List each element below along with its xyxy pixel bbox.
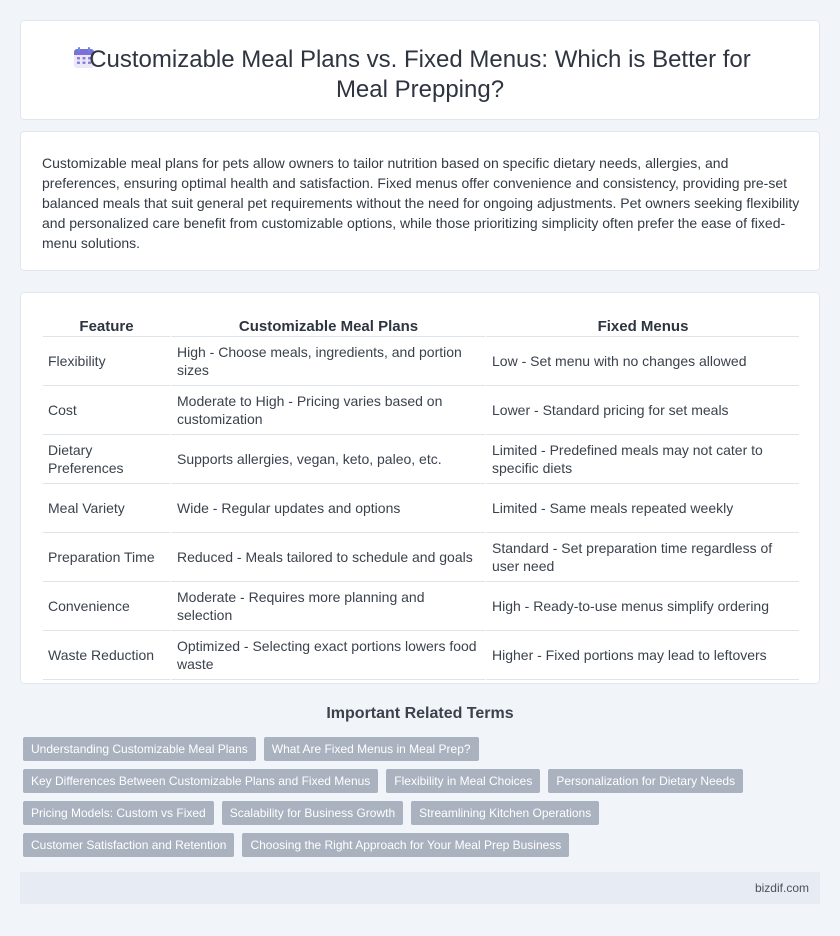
fixed-cell: High - Ready-to-use menus simplify ordering	[485, 582, 799, 631]
table-header-row	[43, 313, 799, 337]
related-term-link[interactable]: Scalability for Business Growth	[222, 801, 403, 825]
customizable-cell: Optimized - Selecting exact portions lowers food waste	[170, 631, 485, 680]
table-row	[43, 631, 799, 680]
header-feature: Feature	[43, 313, 170, 337]
fixed-cell: Limited - Same meals repeated weekly	[485, 484, 799, 533]
fixed-cell: Low - Set menu with no changes allowed	[485, 337, 799, 386]
feature-cell: Flexibility	[43, 337, 170, 386]
fixed-cell: Lower - Standard pricing for set meals	[485, 386, 799, 435]
table-row	[43, 435, 799, 484]
footer-site-link[interactable]: bizdif.com	[754, 881, 809, 895]
customizable-cell: High - Choose meals, ingredients, and portion sizes	[170, 337, 485, 386]
comparison-table-card	[20, 292, 820, 684]
related-terms-heading: Important Related Terms	[326, 705, 514, 722]
customizable-cell: Supports allergies, vegan, keto, paleo, etc.	[170, 435, 485, 484]
feature-cell: Dietary Preferences	[43, 435, 170, 484]
fixed-cell: Limited - Predefined meals may not cater to specific diets	[485, 435, 799, 484]
customizable-cell: Wide - Regular updates and options	[170, 484, 485, 533]
customizable-cell: Moderate - Requires more planning and selection	[170, 582, 485, 631]
fixed-cell: Higher - Fixed portions may lead to leftovers	[485, 631, 799, 680]
page-title: Customizable Meal Plans vs. Fixed Menus: Which is Better for Meal Prepping?	[89, 46, 751, 103]
related-term-link[interactable]: Choosing the Right Approach for Your Meal Prep Business	[242, 833, 569, 857]
intro-paragraph: Customizable meal plans for pets allow owners to tailor nutrition based on specific dietary needs, allergies, and preferences, ensuring optimal health and satisfaction. Fixed menus offer convenience and consistency, providing pre-set balanced meals that suit general pet requirements without the need for ongoing adjustments. Pet owners seeking flexibility and personalized care benefit from customizable options, while those prioritizing simplicity often prefer the ease of fixed-menu solutions.	[42, 155, 800, 251]
related-term-link[interactable]: Flexibility in Meal Choices	[386, 769, 540, 793]
related-term-link[interactable]: Pricing Models: Custom vs Fixed	[23, 801, 214, 825]
footer	[20, 872, 820, 904]
customizable-cell: Moderate to High - Pricing varies based on customization	[170, 386, 485, 435]
fixed-cell: Standard - Set preparation time regardless of user need	[485, 533, 799, 582]
related-term-link[interactable]: Streamlining Kitchen Operations	[411, 801, 599, 825]
table-row	[43, 337, 799, 386]
feature-cell: Preparation Time	[43, 533, 170, 582]
intro-card	[20, 131, 820, 271]
related-term-link[interactable]: Customer Satisfaction and Retention	[23, 833, 234, 857]
feature-cell: Cost	[43, 386, 170, 435]
table-row	[43, 484, 799, 533]
header-card	[20, 20, 820, 120]
header-fixed: Fixed Menus	[485, 313, 799, 337]
related-term-link[interactable]: What Are Fixed Menus in Meal Prep?	[264, 737, 479, 761]
feature-cell: Meal Variety	[43, 484, 170, 533]
feature-cell: Waste Reduction	[43, 631, 170, 680]
related-term-link[interactable]: Personalization for Dietary Needs	[548, 769, 743, 793]
table-row	[43, 386, 799, 435]
table-row	[43, 582, 799, 631]
comparison-table	[43, 313, 799, 680]
related-term-link[interactable]: Key Differences Between Customizable Plans and Fixed Menus	[23, 769, 378, 793]
feature-cell: Convenience	[43, 582, 170, 631]
table-row	[43, 533, 799, 582]
related-terms-list	[23, 737, 823, 865]
customizable-cell: Reduced - Meals tailored to schedule and goals	[170, 533, 485, 582]
header-customizable: Customizable Meal Plans	[170, 313, 485, 337]
related-term-link[interactable]: Understanding Customizable Meal Plans	[23, 737, 256, 761]
